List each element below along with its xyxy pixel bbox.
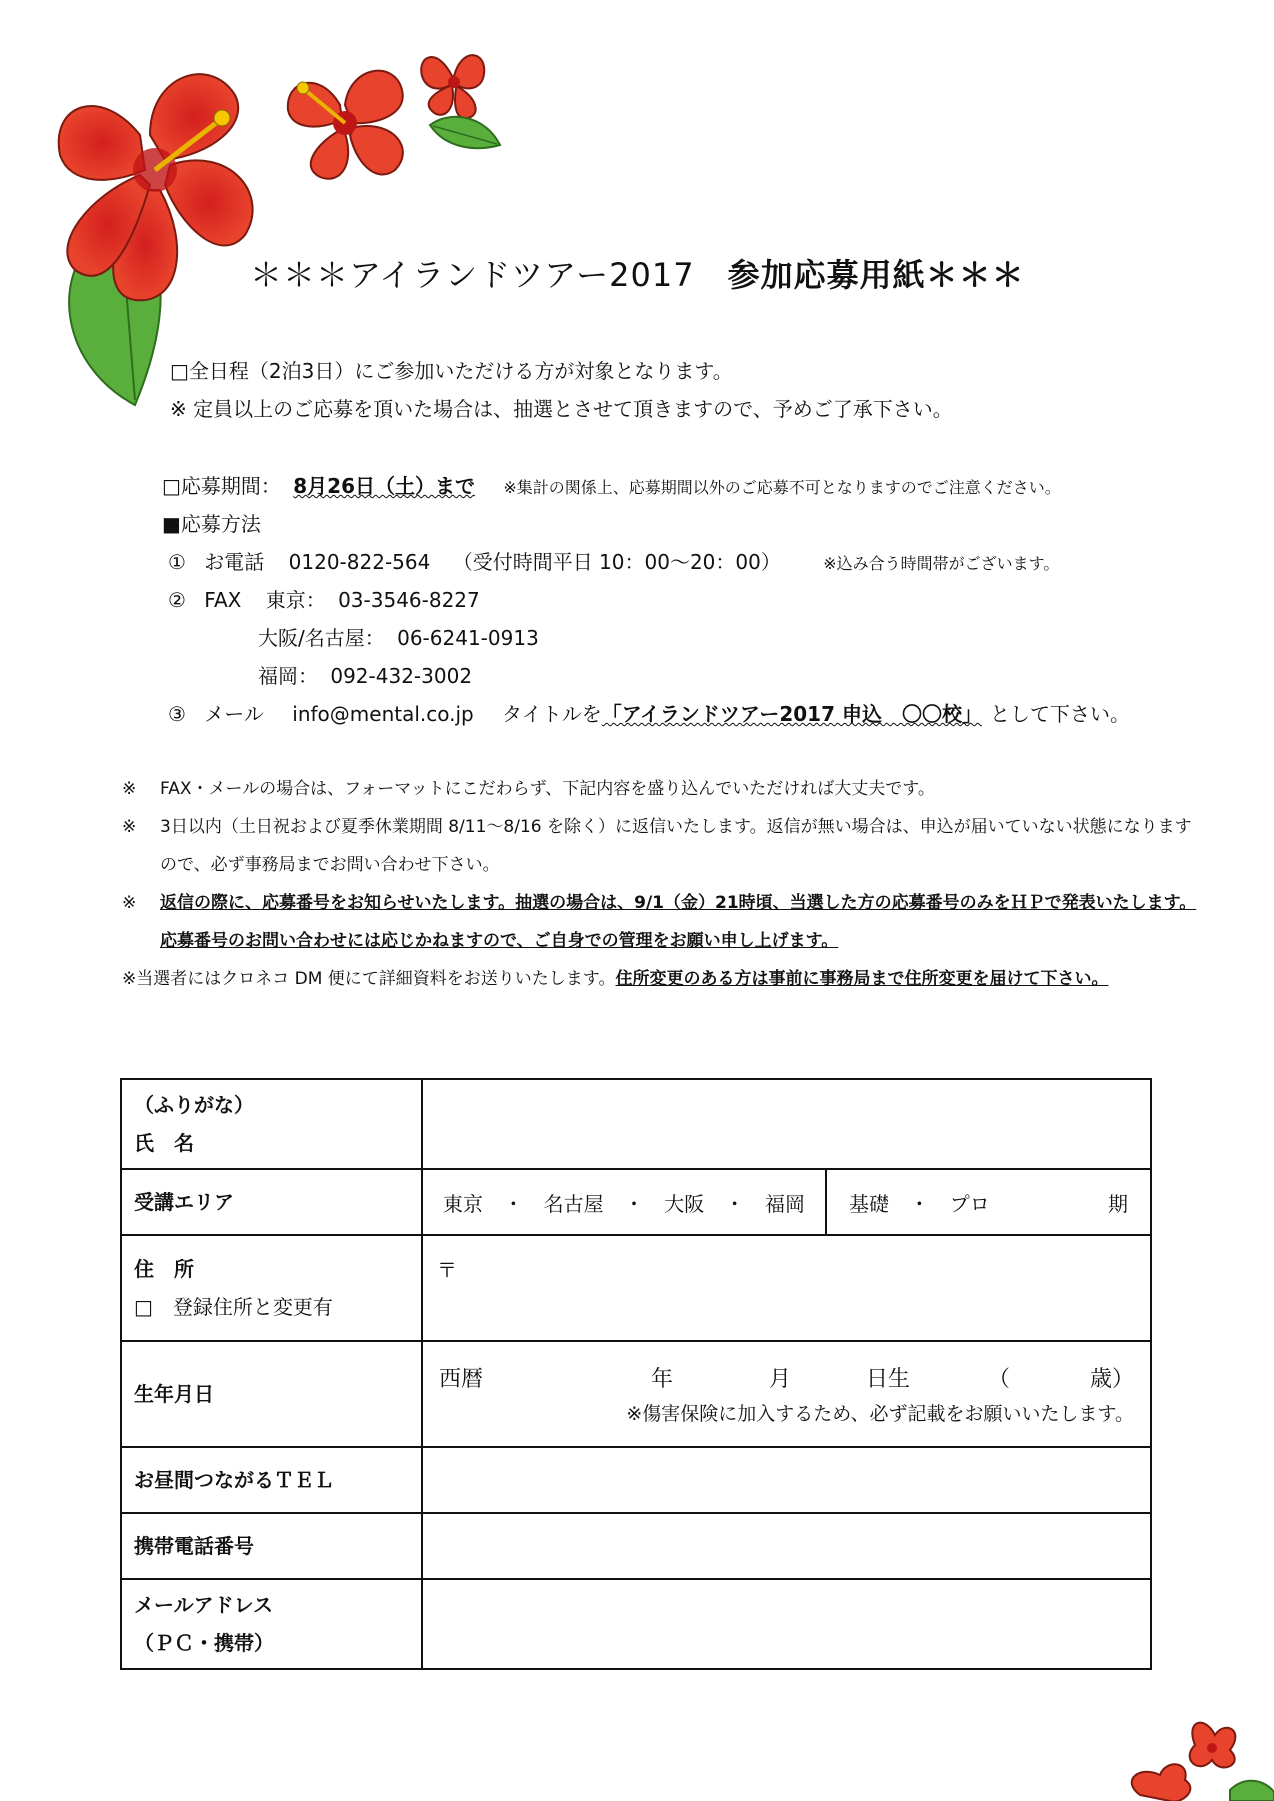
method-mail [168, 698, 1130, 727]
title-main: 参加応募用紙 [727, 256, 926, 294]
period-note: ※集計の関係上、応募期間以外のご応募不可となりますのでご注意ください。 [503, 478, 1061, 497]
note-item [122, 770, 1202, 808]
method-phone [168, 546, 1059, 575]
phone-label: お電話 [204, 550, 265, 574]
application-form-table [120, 1078, 1152, 1670]
title-suffix: ＊＊＊ [925, 256, 1025, 294]
notes-section [122, 770, 1202, 998]
page-title [250, 250, 1150, 296]
area-label: 受講エリア [121, 1169, 422, 1235]
daytime-tel-label: お昼間つながるＴＥＬ [121, 1447, 422, 1513]
leaf-icon [425, 110, 505, 155]
birth-age: 歳） [1089, 1367, 1134, 1392]
email-input-cell[interactable] [422, 1579, 1151, 1669]
hibiscus-flower-icon [280, 55, 420, 185]
table-row [121, 1513, 1151, 1579]
note-address-change: 住所変更のある方は事前に事務局まで住所変更を届けて下さい。 [615, 969, 1109, 989]
birth-day: 日生 [865, 1367, 910, 1392]
course-option-pro[interactable]: プロ [949, 1191, 990, 1216]
fax-number-mark: ② [168, 588, 186, 612]
furigana-label: （ふりがな） [134, 1093, 254, 1117]
birth-input-cell[interactable] [422, 1341, 1151, 1447]
intro-lottery-note: ※ 定員以上のご応募を頂いた場合は、抽選とさせて頂きますので、予めご了承下さい。 [170, 397, 953, 421]
area-separator: ・ [724, 1191, 745, 1216]
fax-fukuoka-label: 福岡： [258, 664, 318, 688]
fax-tokyo-label: 東京： [265, 588, 326, 612]
note-fax-mail-format: FAX・メールの場合は、フォーマットにこだわらず、下記内容を盛り込んでいただければ大丈夫です。 [160, 779, 935, 799]
title-prefix: ＊＊＊アイランドツアー2017 [250, 256, 728, 294]
phone-value: 0120-822-564 [288, 550, 431, 574]
course-term: 期 [1108, 1191, 1128, 1216]
mail-title-pre: タイトルを [502, 702, 602, 726]
address-change-checkbox[interactable]: □ 登録住所と変更有 [134, 1295, 333, 1319]
note-item [122, 808, 1202, 884]
address-input-cell[interactable] [422, 1235, 1151, 1341]
method-header: ■応募方法 [162, 512, 261, 536]
mail-label: メール [204, 702, 264, 726]
note-mark: ※ [122, 817, 137, 837]
birth-note: ※傷害保険に加入するため、必ず記載をお願いいたします。 [626, 1403, 1134, 1425]
mobile-input-cell[interactable] [422, 1513, 1151, 1579]
name-input-cell[interactable] [422, 1079, 1151, 1169]
birth-label: 生年月日 [121, 1341, 422, 1447]
fax-fukuoka: 092-432-3002 [330, 664, 473, 688]
mail-title-post: として下さい。 [989, 702, 1130, 726]
mail-number-mark: ③ [168, 702, 186, 726]
table-row [121, 1235, 1151, 1341]
hibiscus-flower-icon [1080, 1720, 1274, 1801]
table-row [121, 1579, 1151, 1669]
mobile-label: 携帯電話番号 [121, 1513, 422, 1579]
phone-number-mark: ① [168, 550, 186, 574]
fax-tokyo: 03-3546-8227 [338, 588, 480, 612]
note-item [122, 884, 1202, 960]
note-application-number: 返信の際に、応募番号をお知らせいたします。抽選の場合は、9/1（金）21時頃、当選した方の応募番号のみをＨＰで発表いたします。応募番号のお問い合わせには応じかねますので、ご自身での管理をお願い申し上げます。 [160, 893, 1197, 951]
intro-eligibility: □全日程（2泊3日）にご参加いただける方が対象となります。 [170, 359, 733, 383]
address-label-cell [121, 1235, 422, 1341]
area-option-fukuoka[interactable]: 福岡 [764, 1191, 805, 1216]
note-item [122, 960, 1202, 998]
postal-mark: 〒 [436, 1258, 457, 1282]
fax-osaka: 06-6241-0913 [397, 626, 539, 650]
table-row [121, 1079, 1151, 1169]
note-shipping: ※当選者にはクロネコ DM 便にて詳細資料をお送りいたします。 [122, 969, 616, 989]
daytime-tel-input-cell[interactable] [422, 1447, 1151, 1513]
table-row [121, 1341, 1151, 1447]
period-label: □応募期間： [162, 474, 281, 498]
table-row [121, 1447, 1151, 1513]
course-options[interactable] [826, 1169, 1151, 1235]
note-mark: ※ [122, 893, 137, 913]
birth-era: 西暦 [438, 1367, 483, 1392]
phone-hours: （受付時間平日 10：00～20：00） [452, 550, 781, 574]
mail-title-value: 「アイランドツアー2017 申込 〇〇校」 [601, 702, 982, 726]
application-period [162, 470, 1061, 499]
area-option-tokyo[interactable]: 東京 [442, 1191, 483, 1216]
fax-osaka-label: 大阪/名古屋： [258, 626, 385, 650]
address-label: 住 所 [134, 1257, 194, 1281]
method-fax-fukuoka [258, 660, 472, 689]
email-sub-label: （ＰＣ・携帯） [134, 1631, 274, 1655]
name-label-cell [121, 1079, 422, 1169]
period-date: 8月26日（土）まで [293, 474, 476, 498]
note-mark: ※ [122, 779, 137, 799]
area-separator: ・ [503, 1191, 524, 1216]
birth-year: 年 [650, 1367, 673, 1392]
birth-month: 月 [768, 1367, 791, 1392]
phone-note: ※込み合う時間帯がございます。 [823, 554, 1060, 573]
birth-paren: （ [987, 1367, 1010, 1392]
note-reply-timing: 3日以内（土日祝および夏季休業期間 8/11～8/16 を除く）に返信いたします。返信が無い場合は、申込が届いていない状態になりますので、必ず事務局までお問い合わせ下さい。 [160, 817, 1192, 875]
email-label: メールアドレス [134, 1593, 273, 1617]
area-option-nagoya[interactable]: 名古屋 [543, 1191, 604, 1216]
mail-address: info@mental.co.jp [292, 702, 474, 726]
method-fax [168, 584, 480, 613]
table-row [121, 1169, 1151, 1235]
name-label: 氏 名 [134, 1131, 194, 1155]
method-fax-osaka [258, 622, 539, 651]
area-option-osaka[interactable]: 大阪 [664, 1191, 705, 1216]
email-label-cell [121, 1579, 422, 1669]
area-separator: ・ [623, 1191, 644, 1216]
course-option-basic[interactable]: 基礎 [848, 1191, 889, 1216]
fax-label: FAX [204, 588, 242, 612]
course-separator: ・ [909, 1191, 930, 1216]
area-city-options[interactable] [422, 1169, 826, 1235]
